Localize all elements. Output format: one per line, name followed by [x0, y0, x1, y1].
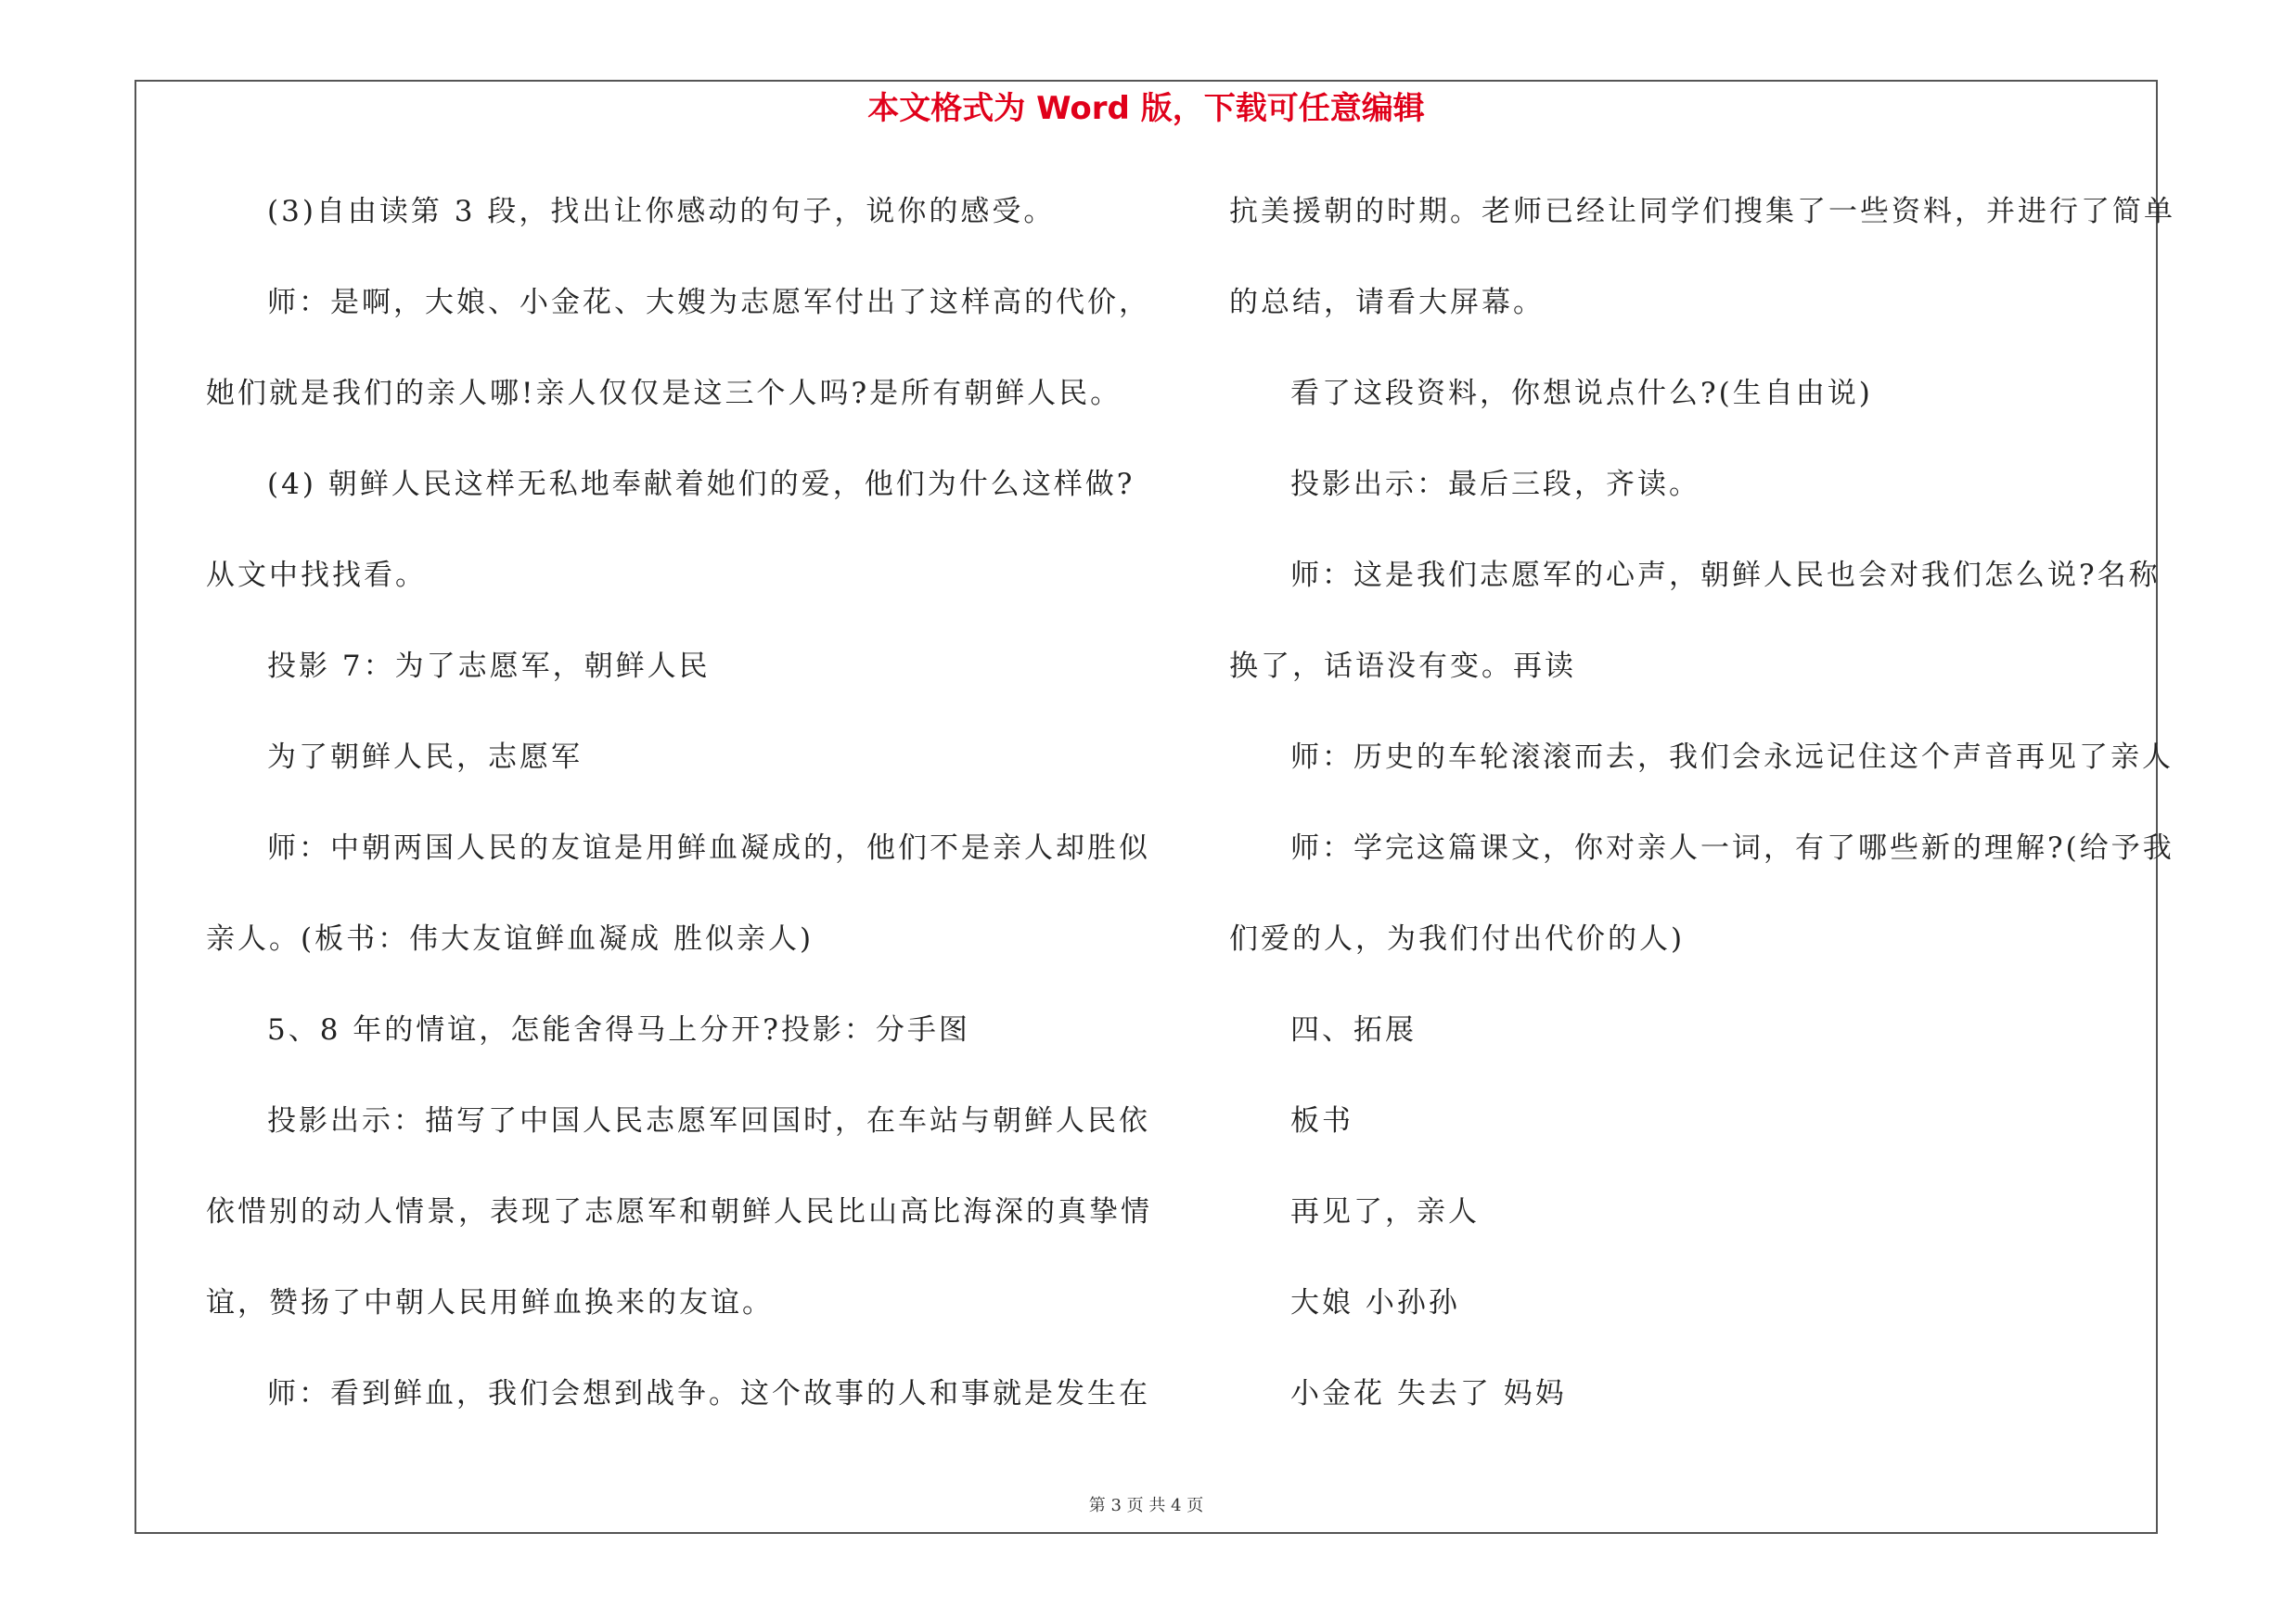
- text-line: 亲人。(板书：伟大友谊鲜血凝成 胜似亲人): [206, 922, 815, 956]
- text-line: 从文中找找看。: [206, 559, 427, 592]
- text-line: 看了这段资料，你想说点什么?(生自由说): [1290, 377, 1873, 410]
- page-number-footer: 第 3 页 共 4 页: [1088, 1496, 1204, 1515]
- right-column: [1229, 186, 2175, 1459]
- text-line: 投影出示：最后三段，齐读。: [1290, 468, 1700, 501]
- text-line: 小金花 失去了 妈妈: [1290, 1377, 1567, 1410]
- text-line: 抗美援朝的时期。老师已经让同学们搜集了一些资料，并进行了简单: [1229, 195, 2175, 228]
- text-line: 依惜别的动人情景，表现了志愿军和朝鲜人民比山高比海深的真挚情: [206, 1195, 1152, 1229]
- text-line: 大娘 小孙孙: [1290, 1286, 1460, 1320]
- text-line: 师：学完这篇课文，你对亲人一词，有了哪些新的理解?(给予我: [1290, 831, 2174, 865]
- text-line: 们爱的人，为我们付出代价的人): [1229, 922, 1686, 956]
- left-column: [206, 186, 1152, 1459]
- format-banner: 本文格式为 Word 版，下载可任意编辑: [867, 90, 1425, 127]
- text-line: 师：是啊，大娘、小金花、大嫂为志愿军付出了这样高的代价，: [267, 286, 1150, 319]
- text-line: 再见了，亲人: [1290, 1195, 1480, 1229]
- text-line: (3)自由读第 3 段，找出让你感动的句子，说你的感受。: [267, 195, 1056, 228]
- text-line: 谊，赞扬了中朝人民用鲜血换来的友谊。: [206, 1286, 774, 1320]
- text-line: 换了，话语没有变。再读: [1229, 650, 1576, 683]
- text-line: (4) 朝鲜人民这样无私地奉献着她们的爱，他们为什么这样做?: [267, 468, 1135, 501]
- text-line: 的总结，请看大屏幕。: [1229, 286, 1545, 319]
- text-line: 四、拓展: [1290, 1013, 1417, 1047]
- text-line: 5、8 年的情谊，怎能舍得马上分开?投影：分手图: [267, 1013, 970, 1047]
- text-line: 师：这是我们志愿军的心声，朝鲜人民也会对我们怎么说?名称: [1290, 559, 2161, 592]
- text-line: 投影 7：为了志愿军，朝鲜人民: [267, 650, 711, 683]
- text-line: 师：中朝两国人民的友谊是用鲜血凝成的，他们不是亲人却胜似: [267, 831, 1150, 865]
- text-line: 为了朝鲜人民，志愿军: [267, 741, 583, 774]
- text-line: 她们就是我们的亲人哪!亲人仅仅是这三个人吗?是所有朝鲜人民。: [206, 377, 1122, 410]
- text-line: 师：看到鲜血，我们会想到战争。这个故事的人和事就是发生在: [267, 1377, 1150, 1410]
- text-line: 投影出示：描写了中国人民志愿军回国时，在车站与朝鲜人民依: [267, 1104, 1150, 1138]
- text-line: 板书: [1290, 1104, 1353, 1138]
- text-line: 师：历史的车轮滚滚而去，我们会永远记住这个声音再见了亲人: [1290, 741, 2174, 774]
